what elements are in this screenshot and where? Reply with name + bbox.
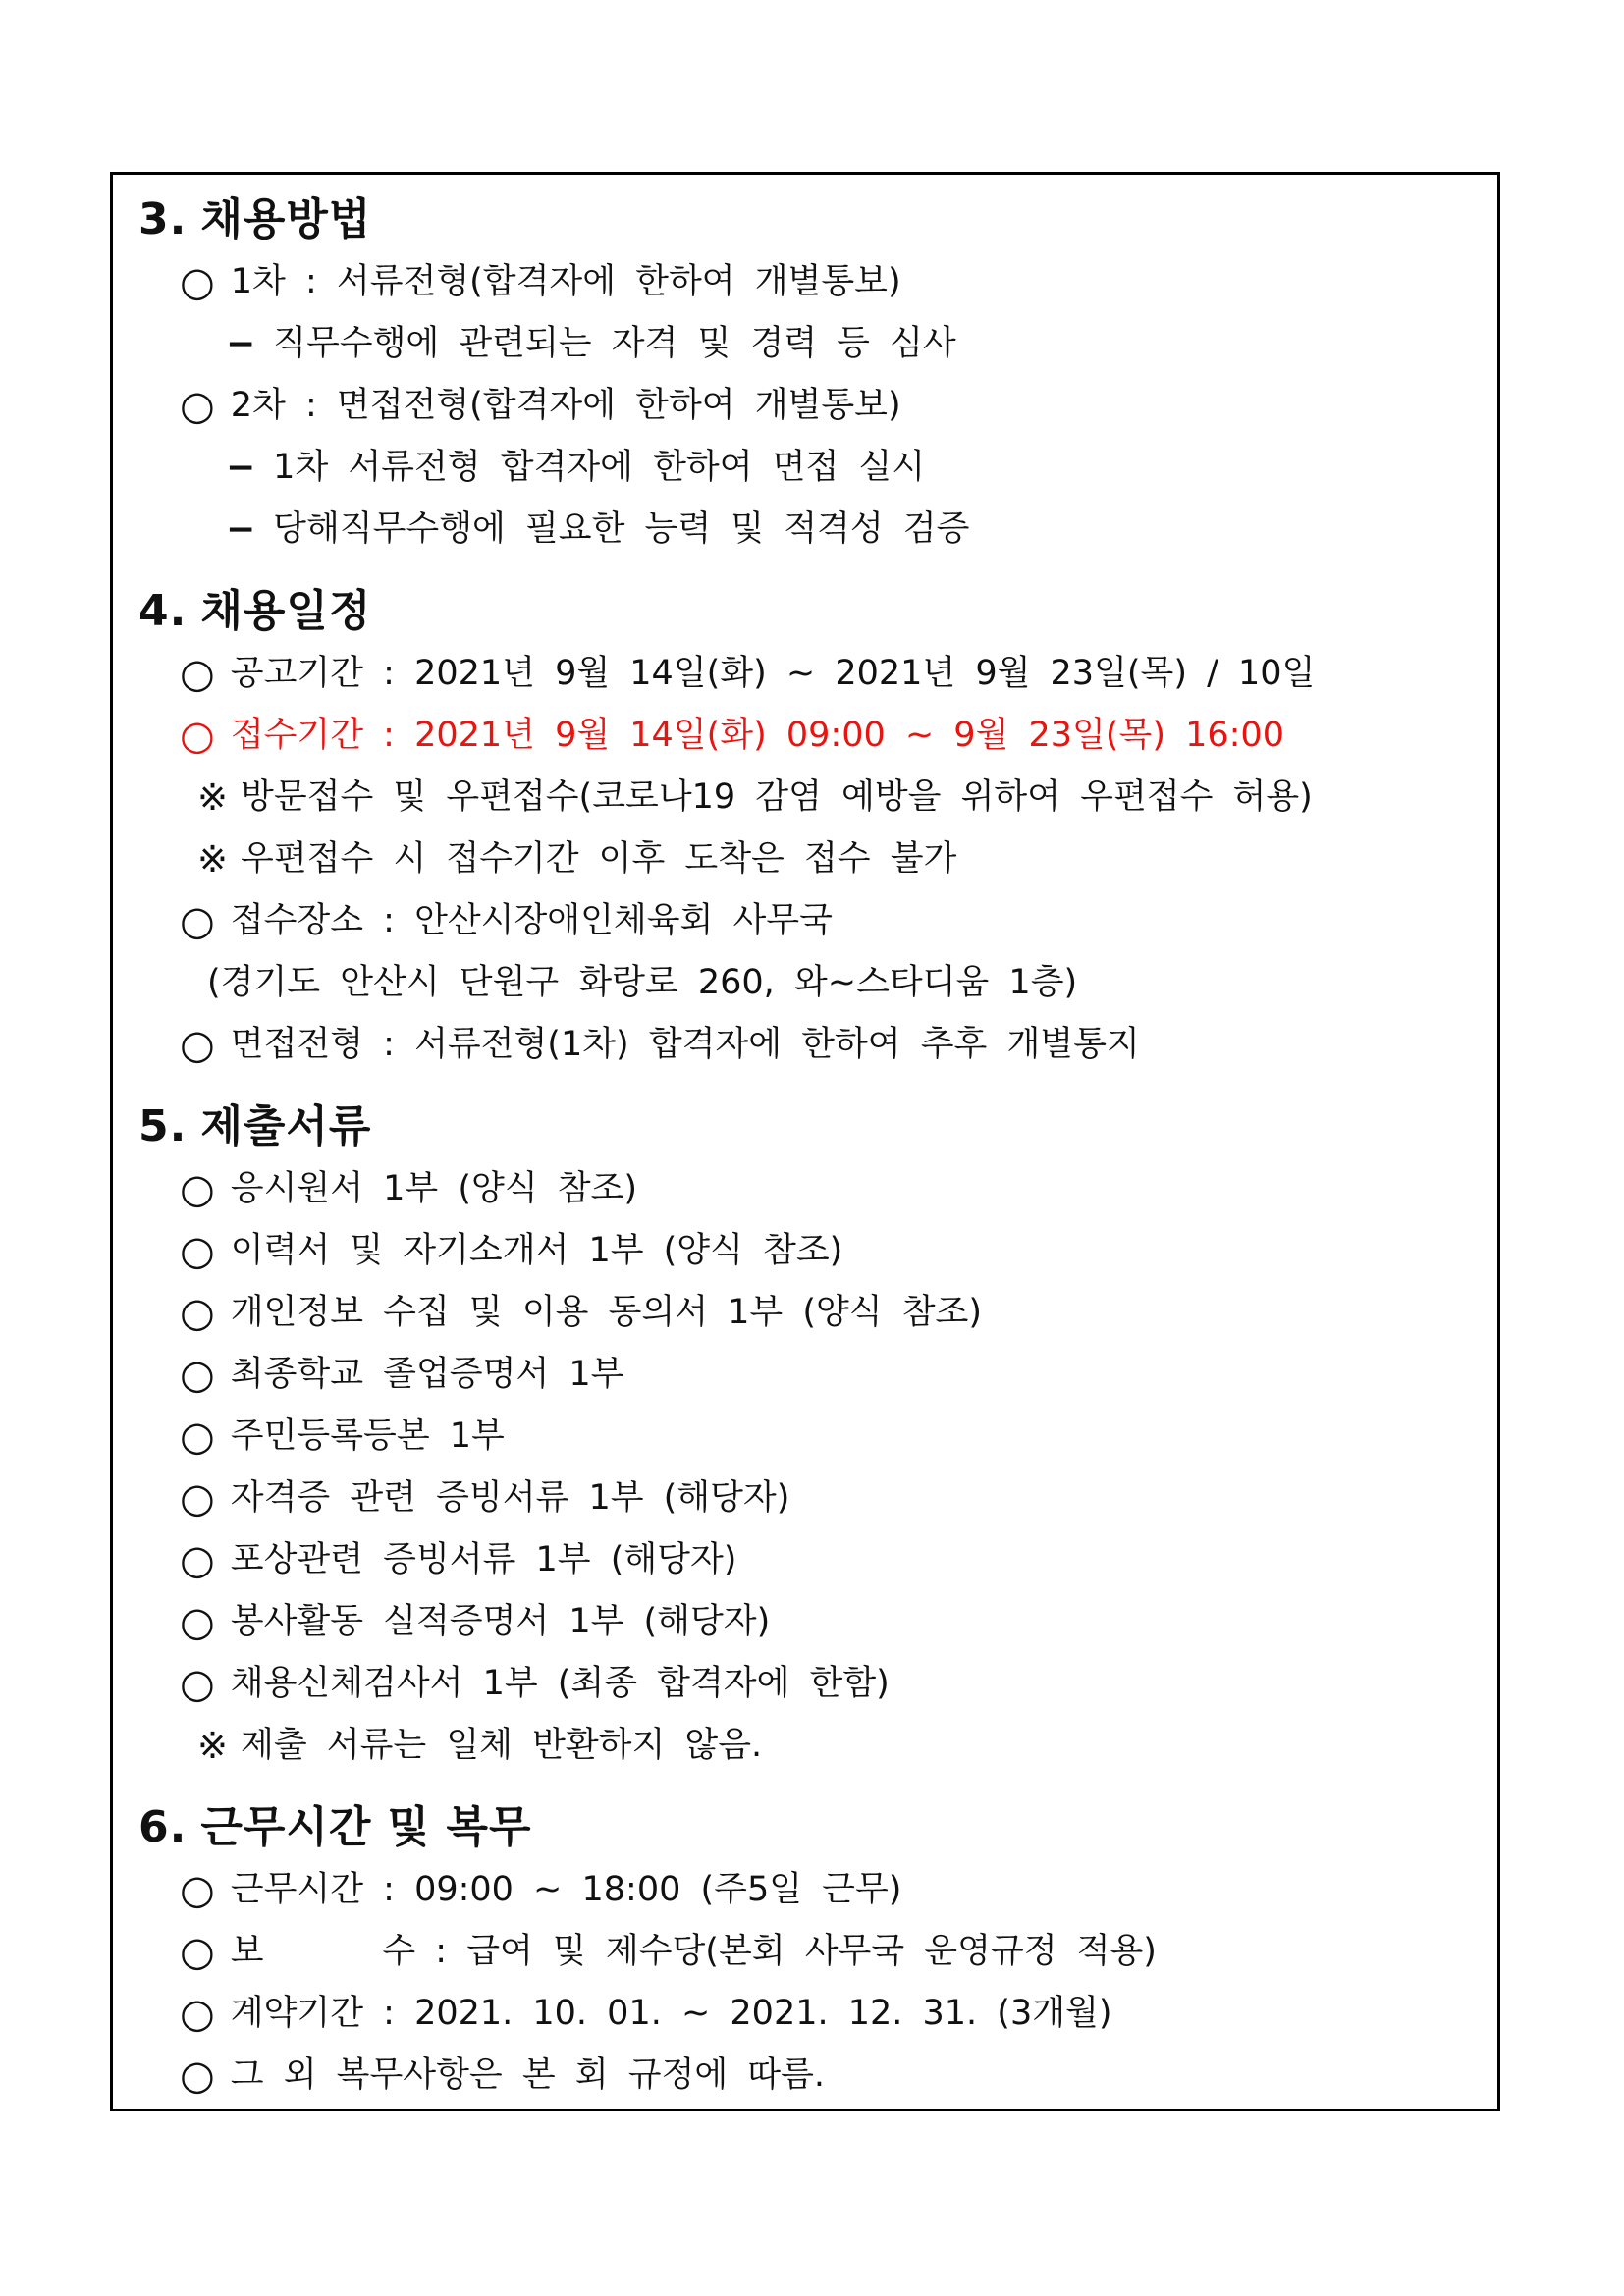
document-border-box [110,172,1500,2111]
doc-line [138,375,1480,437]
doc-line [138,1715,1480,1777]
line-text: 공고기간 : 2021년 9월 14일(화) ~ 2021년 9월 23일(목) / 10일 [230,654,1316,693]
doc-line [138,1014,1480,1076]
line-text: 이력서 및 자기소개서 1부 (양식 참조) [230,1231,843,1270]
line-text: 최종학교 졸업증명서 1부 [230,1355,624,1394]
section [138,188,1480,561]
section [138,580,1480,1076]
circle-bullet-icon: ○ [180,1866,215,1913]
line-text: 직무수행에 관련되는 자격 및 경력 등 심사 [273,324,956,363]
line-text: 당해직무수행에 필요한 능력 및 적격성 검증 [273,509,970,549]
circle-bullet-icon: ○ [180,1928,215,1975]
line-text: 근무시간 : 09:00 ~ 18:00 (주5일 근무) [230,1870,902,1909]
section-title: 근무시간 및 복무 [200,1802,532,1852]
doc-line [138,952,1480,1014]
doc-line [138,1406,1480,1468]
circle-bullet-icon: ○ [180,1536,215,1583]
dash-bullet-icon: − [226,447,256,488]
doc-line [138,643,1480,705]
doc-line [138,1220,1480,1282]
doc-line [138,890,1480,952]
section-number: 4. [138,586,188,636]
line-text: 보 수 : 급여 및 제수당(본회 사무국 운영규정 적용) [230,1932,1157,1971]
doc-line [138,1591,1480,1653]
doc-line [138,767,1480,828]
line-text: 2차 : 면접전형(합격자에 한하여 개별통보) [230,386,901,425]
section-heading [138,188,1480,251]
dash-bullet-icon: − [226,508,256,550]
dash-bullet-icon: − [226,323,256,364]
section-heading [138,1095,1480,1158]
section [138,1796,1480,2107]
circle-bullet-icon: ○ [180,1021,215,1068]
doc-line [138,1859,1480,1921]
line-text: 1차 : 서류전형(합격자에 한하여 개별통보) [230,262,901,301]
section-title: 채용일정 [200,586,372,636]
line-text: (경기도 안산시 단원구 화랑로 260, 와~스타디움 1층) [207,963,1078,1002]
doc-line [138,1921,1480,1983]
line-text: 1차 서류전형 합격자에 한하여 면접 실시 [273,448,926,487]
doc-line [138,1983,1480,2045]
doc-line [138,705,1480,767]
line-text: 주민등록등본 1부 [230,1416,505,1456]
doc-line [138,1653,1480,1715]
circle-bullet-icon: ○ [180,650,215,697]
circle-bullet-icon: ○ [180,258,215,305]
line-text: 면접전형 : 서류전형(1차) 합격자에 한하여 추후 개별통지 [230,1025,1140,1064]
document-content [138,188,1480,2107]
circle-bullet-icon: ○ [180,897,215,944]
doc-line [138,828,1480,890]
line-text: 제출 서류는 일체 반환하지 않음. [241,1726,763,1765]
line-text: 자격증 관련 증빙서류 1부 (해당자) [230,1478,790,1518]
circle-bullet-icon: ○ [180,1227,215,1274]
section-heading [138,580,1480,643]
reference-mark-icon: ※ [197,776,229,819]
section-number: 3. [138,194,188,244]
circle-bullet-icon: ○ [180,1165,215,1212]
line-text: 그 외 복무사항은 본 회 규정에 따름. [230,2056,826,2095]
circle-bullet-icon: ○ [180,1660,215,1707]
circle-bullet-icon: ○ [180,1598,215,1645]
circle-bullet-icon: ○ [180,1474,215,1522]
circle-bullet-icon: ○ [180,382,215,429]
doc-line [138,1529,1480,1591]
line-text: 계약기간 : 2021. 10. 01. ~ 2021. 12. 31. (3개월) [230,1994,1112,2033]
line-text: 방문접수 및 우편접수(코로나19 감염 예방을 위하여 우편접수 허용) [241,777,1313,817]
doc-line [138,1344,1480,1406]
doc-line [138,2045,1480,2107]
doc-line [138,437,1480,499]
doc-line [138,1282,1480,1344]
section-heading [138,1796,1480,1859]
section-title: 제출서류 [200,1101,372,1151]
line-text: 응시원서 1부 (양식 참조) [230,1169,638,1208]
circle-bullet-icon: ○ [180,1990,215,2037]
line-text: 채용신체검사서 1부 (최종 합격자에 한함) [230,1664,890,1703]
doc-line [138,313,1480,375]
circle-bullet-icon: ○ [180,1351,215,1398]
doc-line [138,1158,1480,1220]
circle-bullet-icon: ○ [180,1413,215,1460]
section-title: 채용방법 [200,194,372,244]
circle-bullet-icon: ○ [180,1289,215,1336]
line-text: 봉사활동 실적증명서 1부 (해당자) [230,1602,771,1641]
doc-line [138,1468,1480,1529]
reference-mark-icon: ※ [197,1725,229,1767]
section [138,1095,1480,1777]
line-text: 포상관련 증빙서류 1부 (해당자) [230,1540,737,1579]
section-number: 6. [138,1802,188,1852]
reference-mark-icon: ※ [197,838,229,881]
line-text: 개인정보 수집 및 이용 동의서 1부 (양식 참조) [230,1293,983,1332]
doc-line [138,251,1480,313]
line-text: 우편접수 시 접수기간 이후 도착은 접수 불가 [241,839,957,879]
circle-bullet-icon: ○ [180,2052,215,2099]
line-text: 접수기간 : 2021년 9월 14일(화) 09:00 ~ 9월 23일(목) 16:00 [230,716,1284,755]
line-text: 접수장소 : 안산시장애인체육회 사무국 [230,901,833,940]
circle-bullet-icon: ○ [180,712,215,759]
section-number: 5. [138,1101,188,1151]
doc-line [138,499,1480,561]
